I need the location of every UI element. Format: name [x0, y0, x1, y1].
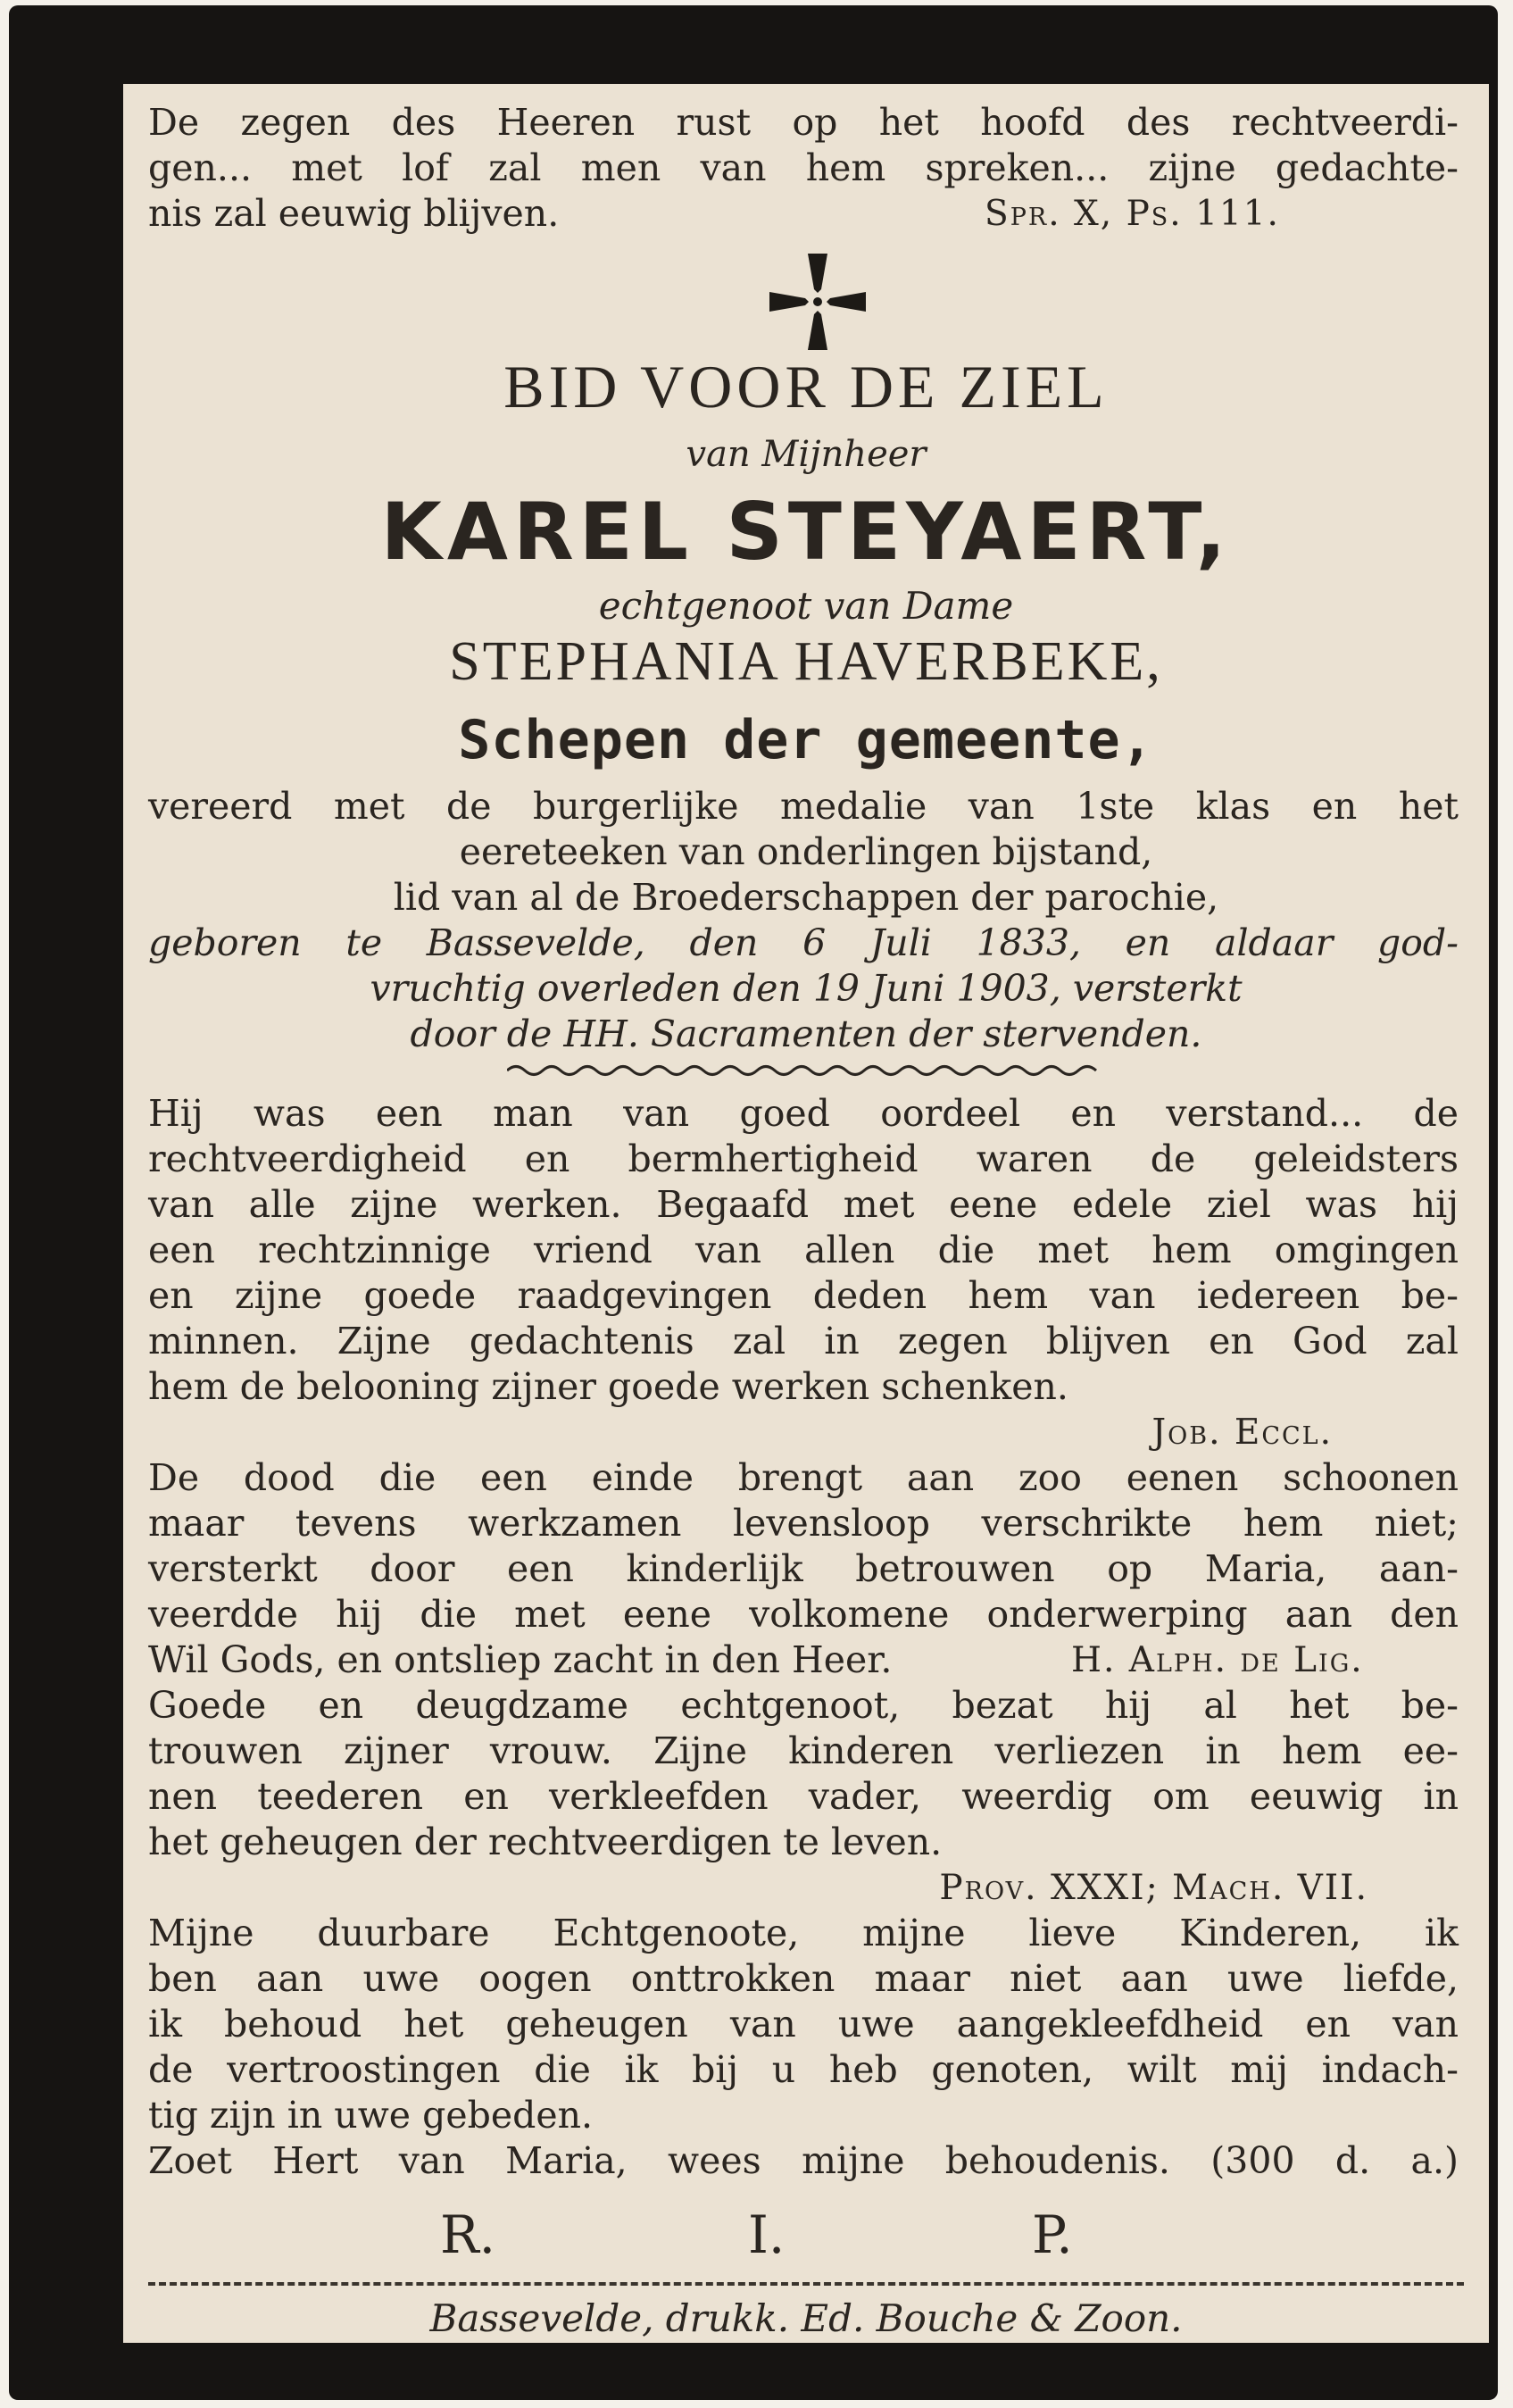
office-title: Schepen der gemeente, [458, 709, 1154, 771]
paragraph3-last-line: het geheugen der rechtveerdigen te leven. [148, 1821, 943, 1863]
paragraph4-last-line: tig zijn in uwe gebeden. [148, 2094, 594, 2137]
closing-prayer: Zoet Hert van Maria, wees mijne behoudenis. (300 d. a.) [148, 2139, 1459, 2182]
epigraph-reference: Spr. X, Ps. 111. [985, 194, 1280, 234]
paragraph1-line: van alle zijne werken. Begaafd met eene edele ziel was hij [148, 1183, 1459, 1226]
epigraph-line: gen... met lof zal men van hem spreken... zijne gedachte- [148, 146, 1459, 189]
paragraph4-line: ben aan uwe oogen onttrokken maar niet aan uwe liefde, [148, 1957, 1459, 2000]
epigraph-line: De zegen des Heeren rust op het hoofd des rechtveerdi- [148, 101, 1459, 144]
paragraph4-line: ik behoud het geheugen van uwe aangekleefdheid en van [148, 2003, 1459, 2046]
paragraph2-line: maar tevens werkzamen levensloop verschrikte hem niet; [148, 1502, 1459, 1545]
paragraph1-last-line: hem de belooning zijner goede werken schenken. [148, 1365, 1068, 1408]
birth-death-line: vruchtig overleden den 19 Juni 1903, versterkt [370, 967, 1243, 1010]
paragraph3-line: nen teederen en verkleefden vader, weerdig om eeuwig in [148, 1775, 1459, 1818]
rip-letter: R. [440, 2204, 496, 2265]
paragraph1-line: minnen. Zijne gedachtenis zal in zegen blijven en God zal [148, 1320, 1459, 1362]
wavy-divider [507, 1061, 1105, 1080]
honors-line: eereteeken van onderlingen bijstand, [459, 830, 1153, 873]
paragraph2-last-line: Wil Gods, en ontsliep zacht in den Heer. [148, 1638, 893, 1681]
deceased-name: KAREL STEYAERT, [380, 486, 1232, 578]
paragraph3-line: trouwen zijner vrouw. Zijne kinderen verliezen in hem ee- [148, 1729, 1459, 1772]
paragraph1-line: Hij was een man van goed oordeel en verstand... de [148, 1092, 1459, 1135]
card-paper-panel [123, 84, 1489, 2343]
paragraph2-line: versterkt door een kinderlijk betrouwen op Maria, aan- [148, 1547, 1459, 1590]
honors-line: vereerd met de burgerlijke medalie van 1ste klas en het [148, 785, 1459, 828]
paragraph4-line: Mijne duurbare Echtgenoote, mijne lieve Kinderen, ik [148, 1912, 1459, 1954]
paragraph2-line: De dood die een einde brengt aan zoo eenen schoonen [148, 1456, 1459, 1499]
paragraph1-reference: Job. Eccl. [1151, 1412, 1333, 1453]
rip-letter: P. [1032, 2204, 1073, 2265]
honors-line: lid van al de Broederschappen der parochie, [393, 876, 1219, 919]
mourning-card [9, 5, 1498, 2400]
paragraph1-line: rechtveerdigheid en bermhertigheid waren de geleidsters [148, 1137, 1459, 1180]
paragraph3-line: Goede en deugdzame echtgenoot, bezat hij al het be- [148, 1684, 1459, 1727]
paragraph2-line: veerdde hij die met eene volkomene onderwerping aan den [148, 1593, 1459, 1636]
paragraph2-reference: H. Alph. de Lig. [1071, 1640, 1364, 1680]
footer-divider [148, 2282, 1464, 2286]
title-prefix: van Mijnheer [686, 434, 927, 475]
cross-pattee-icon [768, 252, 868, 352]
paragraph1-line: een rechtzinnige vriend van allen die met hem omgingen [148, 1229, 1459, 1271]
birth-death-line: door de HH. Sacramenten der stervenden. [410, 1012, 1202, 1055]
birth-death-line: geboren te Bassevelde, den 6 Juli 1833, en aldaar god- [148, 921, 1459, 964]
paragraph4-line: de vertroostingen die ik bij u heb genoten, wilt mij indach- [148, 2048, 1459, 2091]
spouse-name: STEPHANIA HAVERBEKE, [449, 631, 1163, 692]
paragraph3-reference: Prov. XXXI; Mach. VII. [939, 1868, 1368, 1908]
spouse-prefix: echtgenoot van Dame [598, 584, 1014, 628]
rip-letter: I. [748, 2204, 786, 2265]
paragraph1-line: en zijne goede raadgevingen deden hem van iedereen be- [148, 1274, 1459, 1317]
page-title: BID VOOR DE ZIEL [503, 353, 1109, 421]
epigraph-last-line: nis zal eeuwig blijven. [148, 192, 560, 235]
printer-credit: Bassevelde, drukk. Ed. Bouche & Zoon. [429, 2296, 1183, 2340]
